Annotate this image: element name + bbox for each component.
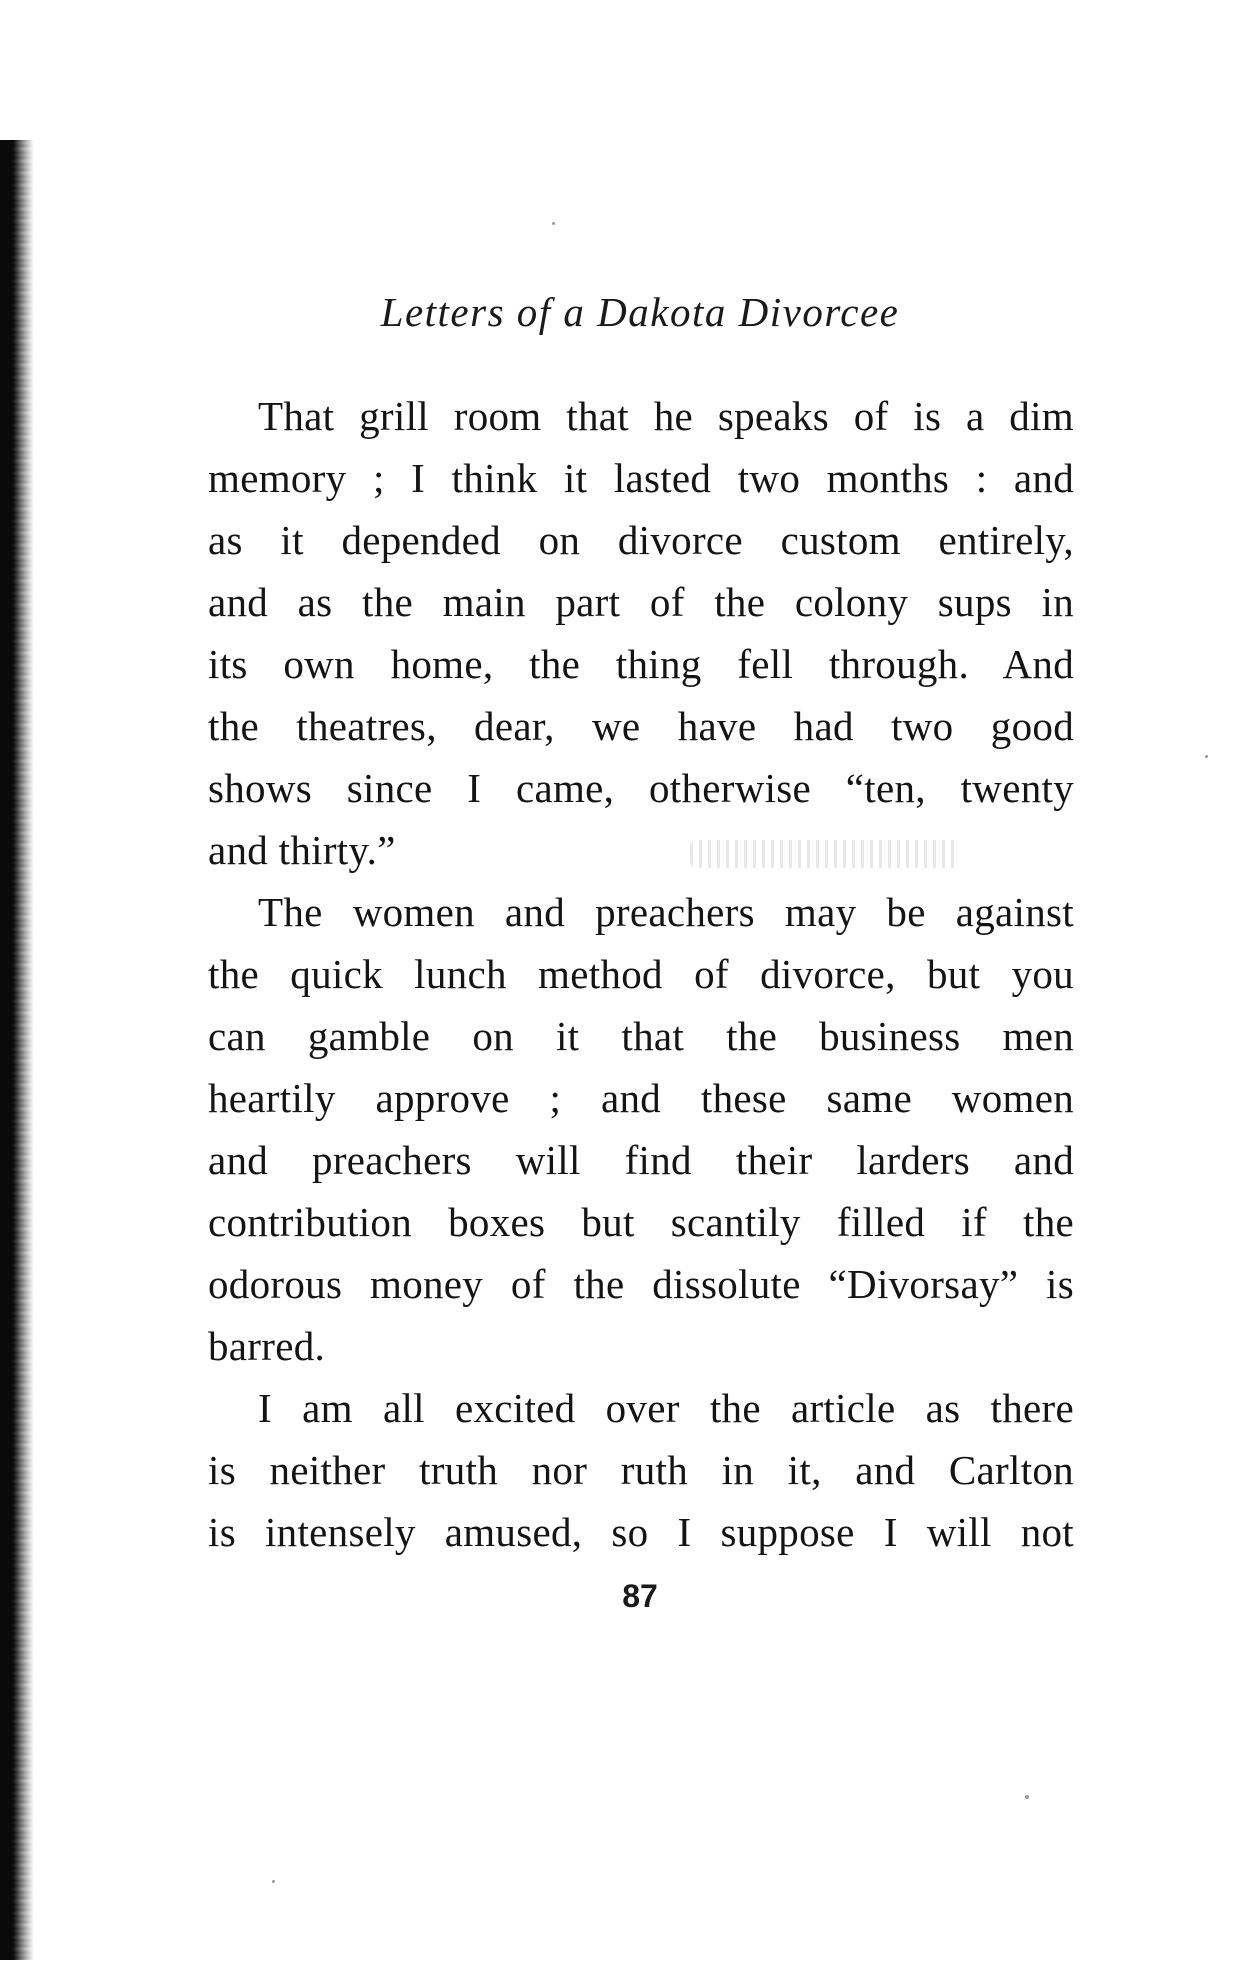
text-line: is neither truth nor ruth in it, and Carlton xyxy=(208,1447,1074,1493)
text-line: memory ; I think it lasted two months : and xyxy=(208,455,1074,501)
text-line: shows since I came, otherwise “ten, twenty xyxy=(208,765,1074,811)
paragraph xyxy=(208,385,1074,881)
text-line: the theatres, dear, we have had two good xyxy=(208,703,1074,749)
text-line: contribution boxes but scantily filled if the xyxy=(208,1199,1074,1245)
dust-speck xyxy=(1205,755,1208,758)
text-line: is intensely amused, so I suppose I will not xyxy=(208,1509,1074,1555)
text-line: heartily approve ; and these same women xyxy=(208,1075,1074,1121)
text-line: and as the main part of the colony sups in xyxy=(208,579,1074,625)
text-line: odorous money of the dissolute “Divorsay” is xyxy=(208,1261,1074,1307)
text-line: barred. xyxy=(208,1323,326,1369)
paragraph xyxy=(208,881,1074,1377)
text-line: I am all excited over the article as there xyxy=(258,1385,1074,1431)
dust-speck xyxy=(272,1880,275,1883)
text-line: The women and preachers may be against xyxy=(258,889,1074,935)
text-line: That grill room that he speaks of is a dim xyxy=(258,393,1074,439)
text-line: can gamble on it that the business men xyxy=(208,1013,1074,1059)
running-head: Letters of a Dakota Divorcee xyxy=(380,289,900,335)
binding-edge-dark xyxy=(0,140,12,1960)
text-line: its own home, the thing fell through. And xyxy=(208,641,1074,687)
text-line: and preachers will find their larders and xyxy=(208,1137,1074,1183)
dust-speck xyxy=(552,222,555,225)
text-line: and thirty.” xyxy=(208,827,396,873)
page-number: 87 xyxy=(622,1578,658,1614)
text-line: the quick lunch method of divorce, but you xyxy=(208,951,1074,997)
paragraph xyxy=(208,1377,1074,1563)
text-line: as it depended on divorce custom entirely, xyxy=(208,517,1074,563)
body-text xyxy=(208,385,1074,1563)
dust-speck xyxy=(1025,1795,1029,1799)
